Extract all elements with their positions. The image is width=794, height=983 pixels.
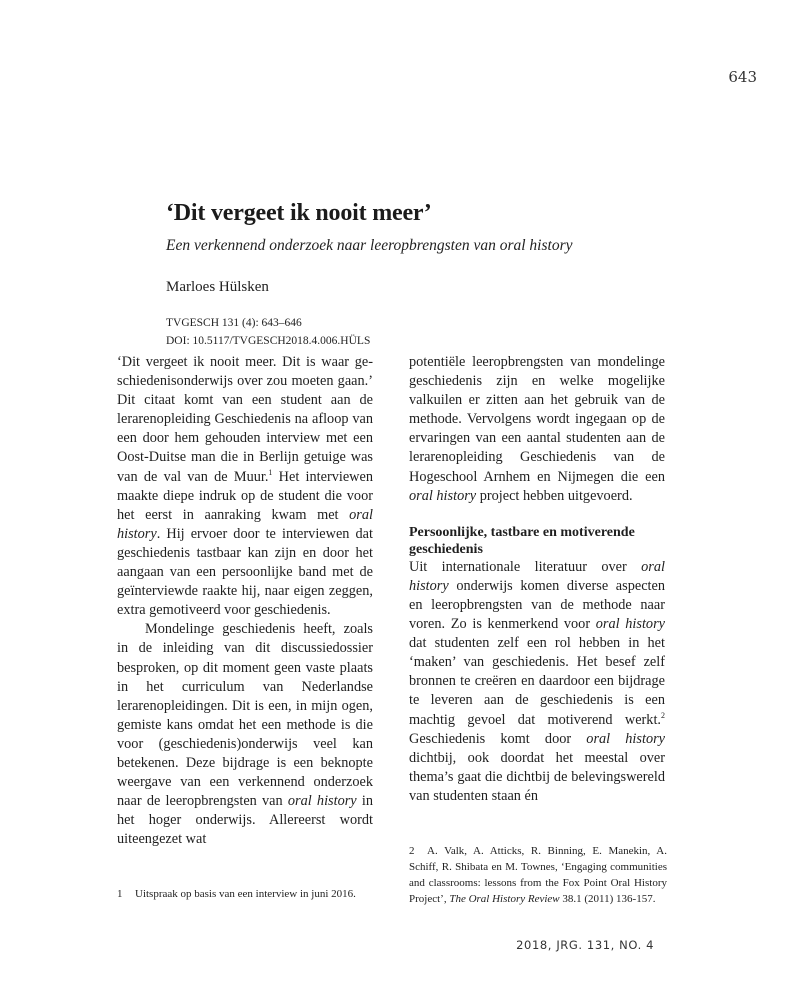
doi-link[interactable]: DOI: 10.5117/TVGESCH2018.4.006.HÜLS — [166, 335, 371, 347]
footnote-ref[interactable]: 2 — [661, 710, 665, 720]
text: Geschiedenis komt door — [409, 730, 587, 747]
journal-footer: 2018, JRG. 131, NO. 4 — [516, 938, 654, 952]
text: ‘Dit vergeet ik nooit meer. Dit is waar geschiedenisonderwijs over zou moeten gaan.’ Dit citaat komt van een student aan de lerarenopleiding Geschiedenis na afloop van een door hem gehouden interview met een Oost-Duitse man die in Berlijn getuige was van de val van de Muur. — [117, 354, 373, 485]
citation: TVGESCH 131 (4): 643–646 — [166, 317, 302, 329]
footnote-text: 38.1 (2011) 136-157. — [559, 893, 656, 905]
emphasis: oral history — [287, 793, 357, 810]
text: in het hoger onderwijs. Allereerst wordt uiteengezet wat — [117, 793, 373, 848]
footnote-ref[interactable]: 1 — [268, 467, 273, 477]
article-header — [166, 198, 686, 350]
paragraph — [409, 353, 665, 506]
footnote-text: Uitspraak op basis van een interview in juni 2016. — [135, 888, 356, 900]
body-column-left — [117, 353, 373, 849]
paragraph — [117, 353, 373, 620]
text: . Hij ervoer door te interviewen dat geschiedenis tastbaar kan zijn en door het aangaan van een persoonlijke band met de geïnterviewde raakte hij, naar eigen zeggen, extra gemotiveerd voor geschiedenis. — [117, 525, 373, 619]
footnote-text: A. Valk, A. Atticks, R. Binning, E. Manekin, A. Schiff, R. Shibata en M. Townes, ‘Engaging communities and classrooms: lessons from the Fox Point Oral History Project’, — [409, 845, 667, 905]
emphasis: oral history — [409, 487, 477, 504]
footnote-number: 1 — [117, 888, 123, 900]
article-subtitle: Een verkennend onderzoek naar leeropbrengsten van oral history — [166, 237, 573, 254]
text: project hebben uitgevoerd. — [476, 487, 633, 504]
emphasis: oral history — [586, 730, 666, 747]
footnote-number: 2 — [409, 845, 415, 857]
footnote-journal-title: The Oral History Review — [449, 893, 560, 905]
section-heading: Persoonlijke, tastbare en motiverende geschiedenis — [409, 524, 635, 557]
emphasis: oral history — [595, 616, 665, 633]
text: potentiële leeropbrengsten van mondelinge geschiedenis zijn en welke mogelijke valkuilen er zitten aan het gebruik van de methode. Vervolgens wordt ingegaan op de ervaringen van een aantal studenten aan de lerarenopleiding Geschiedenis van de Hogeschool Arnhem en Nijmegen die een — [409, 354, 665, 485]
body-column-right — [409, 353, 665, 806]
footnote-1 — [117, 886, 379, 902]
footnote-2 — [409, 843, 667, 907]
text: Mondelinge geschiedenis heeft, zoals in de inleiding van dit discussiedossier besproken, op dit moment geen vaste plaats in het curriculum van Nederlandse lerarenopleidingen. Dit is een, in mijn ogen, gemiste kans omdat het een methode is die voor (geschiedenis)onderwijs veel kan betekenen. Deze bijdrage is een beknopte weergave van een verkennend onderzoek naar de leeropbrengsten van — [117, 621, 373, 810]
emphasis: oral history — [117, 506, 373, 542]
text: Het interviewen maakte diepe indruk op de student die voor het eerst in aanraking kwam met — [117, 468, 373, 523]
article-author: Marloes Hülsken — [166, 279, 269, 295]
paragraph — [409, 558, 665, 806]
page-number: 643 — [728, 68, 757, 86]
text: onderwijs komen diverse aspecten en leeropbrengsten van de methode naar voren. Zo is kenmerkend voor — [409, 577, 665, 633]
text: Uit internationale literatuur over — [409, 558, 642, 575]
emphasis: oral history — [409, 558, 665, 594]
paragraph — [117, 620, 373, 849]
article-meta — [166, 314, 686, 350]
text: dat studenten zelf een rol hebben in het ‘maken’ van geschiedenis. Het besef zelf bronnen te creëren en daardoor een bijdrage te leveren aan de geschiedenis is een machtig gevoel dat motiverend werkt. — [409, 635, 665, 728]
article-title: ‘Dit vergeet ik nooit meer’ — [166, 200, 432, 226]
text: dichtbij, ook doordat het meestal over thema’s gaat die dichtbij de belevingswereld van studenten staan én — [409, 749, 665, 804]
